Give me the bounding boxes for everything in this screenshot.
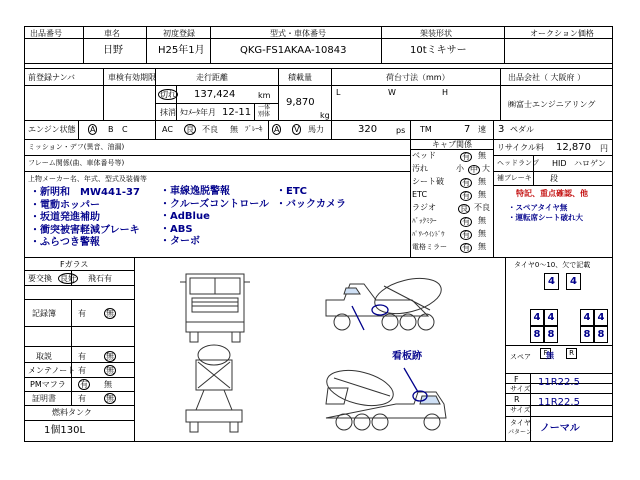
cab-opt: 無 bbox=[478, 190, 486, 199]
spare-label: スペア bbox=[510, 353, 531, 361]
ac-bad: 不良 bbox=[202, 125, 218, 134]
separate-label: 別体 bbox=[258, 111, 271, 118]
tire-rear-left-1a: 4 bbox=[530, 309, 544, 326]
frame-label: フレーム関係(曲、車体番号等) bbox=[28, 159, 125, 167]
seller-label: 出品会社（ 大阪府 ） bbox=[508, 73, 586, 82]
equipment-item: ・ABS bbox=[160, 223, 193, 235]
first-reg-label: 初度登録 bbox=[163, 29, 195, 38]
mileage-label: 走行距離 bbox=[196, 73, 228, 82]
cab-row-label: シート破 bbox=[412, 177, 444, 186]
engine-label: エンジン状態 bbox=[28, 125, 76, 134]
cab-opt: 無 bbox=[478, 177, 486, 186]
cab-opt: 無 bbox=[478, 216, 486, 225]
brake-label: ﾌﾞﾚｰｷ bbox=[245, 125, 263, 133]
transmission-unit: 速 bbox=[478, 125, 486, 134]
tire-size-front: 11R22.5 bbox=[538, 377, 580, 388]
brake-a: A bbox=[274, 125, 280, 134]
transmission-label: TM bbox=[420, 125, 432, 134]
size-label-1: サイズ bbox=[510, 385, 531, 393]
dims-label: 荷台寸法（mm） bbox=[386, 73, 450, 82]
manual-label: 取説 bbox=[36, 352, 52, 361]
cab-opt: 中 bbox=[470, 165, 478, 174]
tire-size-rear: 11R22.5 bbox=[538, 397, 580, 408]
tire-rear-right-1b: 4 bbox=[594, 309, 608, 326]
equipment-item: ・AdBlue bbox=[160, 211, 210, 222]
equipment-item: ・車線逸脱警報 bbox=[160, 186, 230, 197]
headlamp-hid: HID bbox=[552, 159, 567, 168]
tire-front-left: 4 bbox=[544, 273, 559, 290]
headlamp-label: ヘッドランプ bbox=[497, 159, 539, 167]
truck-side-view-bottom bbox=[323, 364, 446, 430]
cab-opt: 有 bbox=[462, 178, 470, 187]
tire-rear-right-2b: 8 bbox=[594, 326, 608, 343]
notes-title: 特記、重点確認、他 bbox=[516, 189, 588, 198]
truck-rear-view bbox=[186, 345, 242, 432]
inspection-label: 車検有効期限 bbox=[108, 73, 156, 82]
note-item: ・運転席シート破れ大 bbox=[508, 212, 583, 222]
mission-label: ミッション・デフ(異音、油漏) bbox=[28, 143, 125, 151]
cab-opt: 有 bbox=[462, 243, 470, 252]
pattern-label-2: パターン bbox=[508, 429, 532, 436]
certificate-no: 無 bbox=[106, 394, 114, 403]
cab-opt: 小 bbox=[456, 164, 464, 173]
equipment-item: ・坂道発進補助 bbox=[30, 212, 100, 223]
cab-opt: 有 bbox=[462, 152, 470, 161]
model-value: QKG-FS1AKAA-10843 bbox=[240, 45, 347, 56]
body-type-label: 架装形状 bbox=[420, 29, 452, 38]
size-r-label: R bbox=[514, 395, 520, 404]
cab-row-label: 電格ミラー bbox=[412, 243, 447, 251]
cab-row-label: ラジオ bbox=[412, 203, 436, 212]
certificate-yes: 有 bbox=[78, 394, 86, 403]
cab-opt: 有 bbox=[462, 217, 470, 226]
manual-yes: 有 bbox=[78, 352, 86, 361]
equipment-item: ・ETC bbox=[276, 186, 307, 197]
odo-unit: km bbox=[258, 91, 271, 100]
maintenance-note-label: メンテノート bbox=[28, 366, 76, 375]
cab-list bbox=[412, 152, 492, 256]
maintenance-note-yes: 有 bbox=[78, 366, 86, 375]
cab-opt: 有 bbox=[462, 230, 470, 239]
car-name-value: 日野 bbox=[103, 45, 123, 56]
pattern-label-1: タイヤ bbox=[510, 419, 531, 427]
tire-rear-right-1a: 4 bbox=[580, 309, 594, 326]
headlamp-halogen: ハロゲン bbox=[574, 159, 606, 168]
auction-price-label: オークション価格 bbox=[530, 29, 594, 38]
tire-rear-left-2a: 8 bbox=[530, 326, 544, 343]
cab-opt: 有 bbox=[462, 191, 470, 200]
signboard-mark-label: 看板跡 bbox=[392, 351, 422, 362]
equipment-col1 bbox=[30, 187, 140, 250]
pm-muffler-label: PMマフラ bbox=[30, 380, 66, 389]
tacho-value: 12-11 bbox=[222, 107, 252, 118]
capacity-label: 積載量 bbox=[288, 73, 312, 82]
cab-opt: 大 bbox=[482, 164, 490, 173]
spare-f-value: 無 bbox=[546, 351, 554, 360]
cab-row-label: ﾊﾟﾜｰｳｲﾝﾄﾞｳ bbox=[412, 230, 445, 238]
equipment-label: 上物メーカー名、年式、型式及装備等 bbox=[28, 175, 147, 183]
seller-value: ㈱富士エンジニアリング bbox=[508, 100, 596, 109]
recycle-value: 12,870 bbox=[556, 142, 591, 153]
aux-brake-value: 段 bbox=[550, 174, 558, 183]
capacity-value: 9,870 bbox=[286, 97, 315, 108]
maintenance-note-no: 無 bbox=[106, 366, 114, 375]
fuel-tank-label: 燃料タンク bbox=[52, 408, 92, 417]
dim-h-label: H bbox=[442, 88, 449, 97]
horsepower-unit: ps bbox=[396, 126, 406, 135]
tire-front-right: 4 bbox=[566, 273, 581, 290]
tire-rear-left-2b: 8 bbox=[544, 326, 558, 343]
tire-rear-right-2a: 8 bbox=[580, 326, 594, 343]
pm-muffler-no: 無 bbox=[104, 380, 112, 389]
pm-muffler-yes: 有 bbox=[80, 380, 88, 389]
recycle-label: リサイクル料 bbox=[497, 143, 544, 152]
truck-side-view-top bbox=[326, 272, 445, 330]
record-book-label: 記録簿 bbox=[32, 309, 56, 318]
horsepower-value: 320 bbox=[358, 124, 378, 135]
glass-replace: 要交換 bbox=[28, 274, 52, 283]
cab-row-label: ベッド bbox=[412, 151, 436, 160]
note-item: ・スペアタイヤ無 bbox=[508, 203, 568, 212]
pedal-value: 3 bbox=[498, 124, 505, 135]
dim-l-label: L bbox=[336, 88, 341, 97]
ac-none: 無 bbox=[230, 125, 238, 134]
cab-opt: 無 bbox=[478, 229, 486, 238]
glass-title: Fガラス bbox=[60, 260, 89, 269]
certificate-label: 証明書 bbox=[32, 394, 56, 403]
cab-row-label: ETC bbox=[412, 190, 428, 199]
spare-f-box: F bbox=[540, 348, 551, 359]
spare-r-box: R bbox=[566, 348, 577, 359]
equipment-item: ・ターボ bbox=[160, 236, 200, 247]
recycle-unit: 円 bbox=[600, 144, 608, 153]
fuel-tank-value: 1個130L bbox=[44, 425, 86, 436]
equipment-item: ・バックカメラ bbox=[276, 198, 346, 210]
equipment-item: ・衝突被害軽減ブレーキ bbox=[30, 224, 140, 236]
record-book-no: 無 bbox=[106, 309, 114, 318]
glass-chip: 飛石有 bbox=[88, 274, 112, 283]
equipment-col2 bbox=[160, 186, 269, 249]
cab-opt: 良 bbox=[460, 204, 468, 213]
odo-tag: 切れ bbox=[160, 90, 176, 99]
cab-opt: 不良 bbox=[474, 203, 490, 212]
record-book-yes: 有 bbox=[78, 309, 86, 318]
tacho-label: ﾀｺﾒｰﾀ年月 bbox=[180, 108, 216, 117]
lot-number-label: 出品番号 bbox=[30, 29, 62, 38]
cab-title: キャブ関係 bbox=[432, 140, 472, 149]
ac-label: AC bbox=[162, 125, 173, 134]
transmission-value: 7 bbox=[464, 124, 471, 135]
notes-list bbox=[508, 203, 583, 223]
tire-title: タイヤ0～10、欠で記載 bbox=[514, 261, 591, 269]
glass-good: 良好 bbox=[60, 274, 76, 283]
cab-row-label: 汚れ bbox=[412, 164, 428, 173]
model-label: 型式・車体番号 bbox=[270, 29, 326, 38]
size-f-label: F bbox=[514, 375, 519, 384]
equipment-item: ・ふらつき警報 bbox=[30, 237, 100, 248]
capacity-unit: kg bbox=[320, 111, 330, 120]
odometer-value: 137,424 bbox=[194, 89, 236, 100]
equipment-item: ・電動ホッパー bbox=[30, 199, 100, 211]
aux-brake-label: 補ブレーキ bbox=[497, 174, 532, 182]
pedal-label: ペダル bbox=[510, 125, 534, 134]
truck-front-view bbox=[180, 274, 250, 342]
body-type-value: 10tミキサー bbox=[410, 45, 467, 56]
tire-rear-left-1b: 4 bbox=[544, 309, 558, 326]
meter-tag: 抹消 bbox=[160, 108, 176, 117]
size-label-2: サイズ bbox=[510, 406, 531, 414]
ac-good: 良 bbox=[186, 125, 194, 134]
tire-pattern-value: ノーマル bbox=[540, 423, 580, 434]
integrated-label: 一体 bbox=[258, 104, 271, 111]
cab-opt: 無 bbox=[478, 151, 486, 160]
manual-no: 無 bbox=[106, 352, 114, 361]
engine-grade-c: C bbox=[122, 125, 128, 134]
car-name-label: 車名 bbox=[104, 29, 120, 38]
dim-w-label: W bbox=[388, 88, 396, 97]
brake-v: V bbox=[294, 125, 300, 134]
engine-grade-b: B bbox=[108, 125, 114, 134]
cab-row-power-mirror bbox=[412, 243, 492, 256]
prev-plate-label: 前登録ナンバ bbox=[28, 73, 76, 82]
equipment-item: ・新明和 MW441-37 bbox=[30, 187, 140, 198]
engine-grade-a: A bbox=[90, 125, 96, 134]
cab-row-label: ﾊﾞｯｸﾐﾗｰ bbox=[412, 217, 437, 225]
cab-opt: 無 bbox=[478, 242, 486, 251]
equipment-col3 bbox=[276, 186, 346, 211]
first-reg-value: H25年1月 bbox=[158, 45, 205, 56]
horsepower-label: 馬力 bbox=[308, 125, 324, 134]
equipment-item: ・クルーズコントロール bbox=[160, 198, 269, 210]
